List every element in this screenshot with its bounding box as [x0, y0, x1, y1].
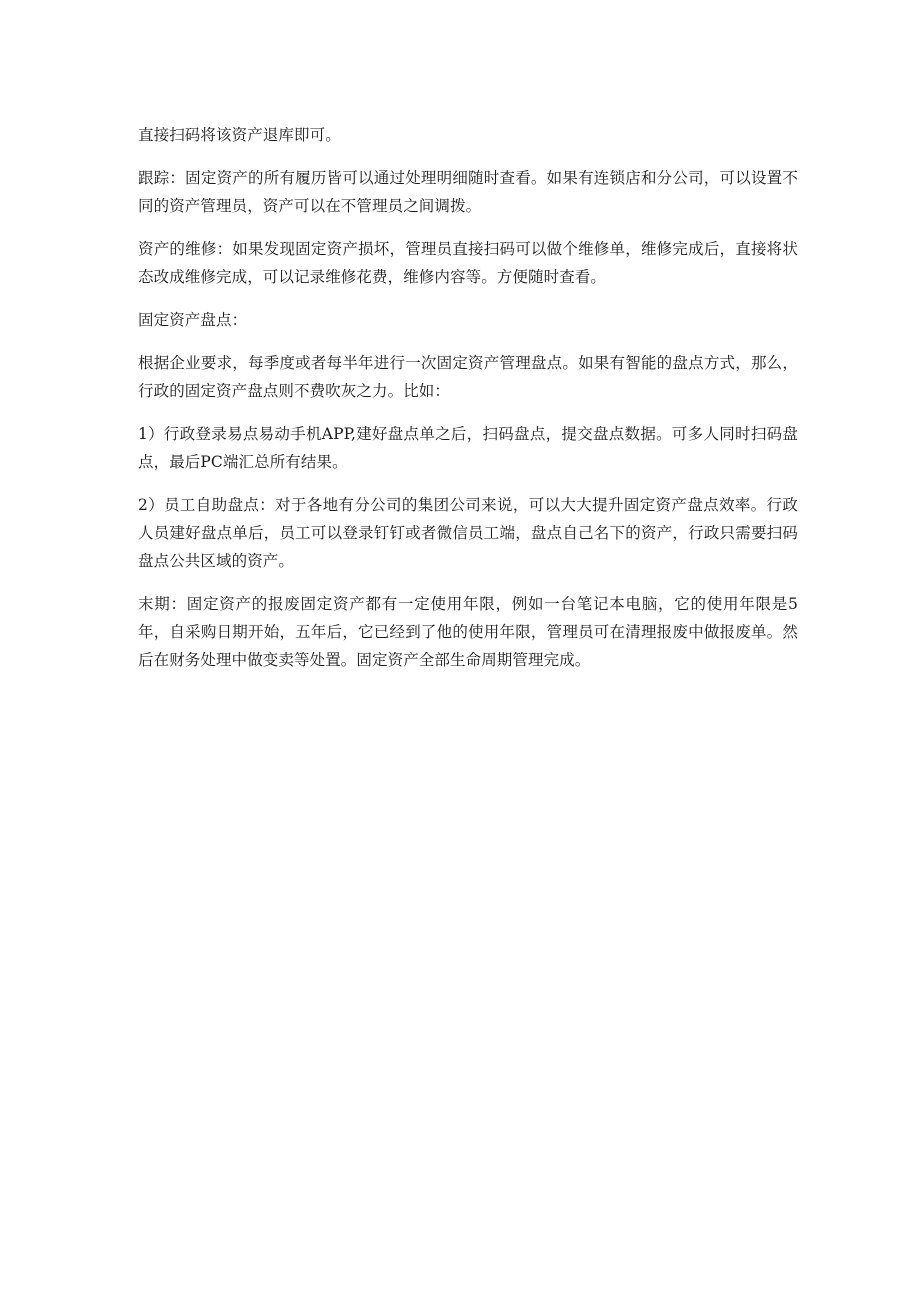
paragraph-tracking: 跟踪：固定资产的所有履历皆可以通过处理明细随时查看。如果有连锁店和分公司，可以设置不同的资产管理员，资产可以在不管理员之间调拨。 [138, 169, 798, 215]
paragraph-inventory-intro: 根据企业要求，每季度或者每半年进行一次固定资产管理盘点。如果有智能的盘点方式，那么，行政的固定资产盘点则不费吹灰之力。比如： [138, 354, 798, 400]
paragraph-disposal: 末期：固定资产的报废固定资产都有一定使用年限，例如一台笔记本电脑，它的使用年限是5年，自采购日期开始，五年后，它已经到了他的使用年限，管理员可在清理报废中做报废单。然后在财务处理中做变卖等处置。固定资产全部生命周期管理完成。 [138, 595, 798, 669]
paragraph-checkin: 直接扫码将该资产退库即可。 [138, 126, 341, 144]
document-body [138, 121, 798, 689]
paragraph-inventory-step-1: 1）行政登录易点易动手机APP,建好盘点单之后，扫码盘点，提交盘点数据。可多人同时扫码盘点，最后PC端汇总所有结果。 [138, 425, 798, 471]
paragraph-inventory-heading: 固定资产盘点： [138, 311, 248, 329]
paragraph-maintenance: 资产的维修：如果发现固定资产损坏，管理员直接扫码可以做个维修单，维修完成后，直接将状态改成维修完成，可以记录维修花费，维修内容等。方便随时查看。 [138, 240, 798, 286]
paragraph-inventory-step-2: 2）员工自助盘点：对于各地有分公司的集团公司来说，可以大大提升固定资产盘点效率。行政人员建好盘点单后，员工可以登录钉钉或者微信员工端，盘点自己名下的资产，行政只需要扫码盘点公共区域的资产。 [138, 496, 798, 570]
